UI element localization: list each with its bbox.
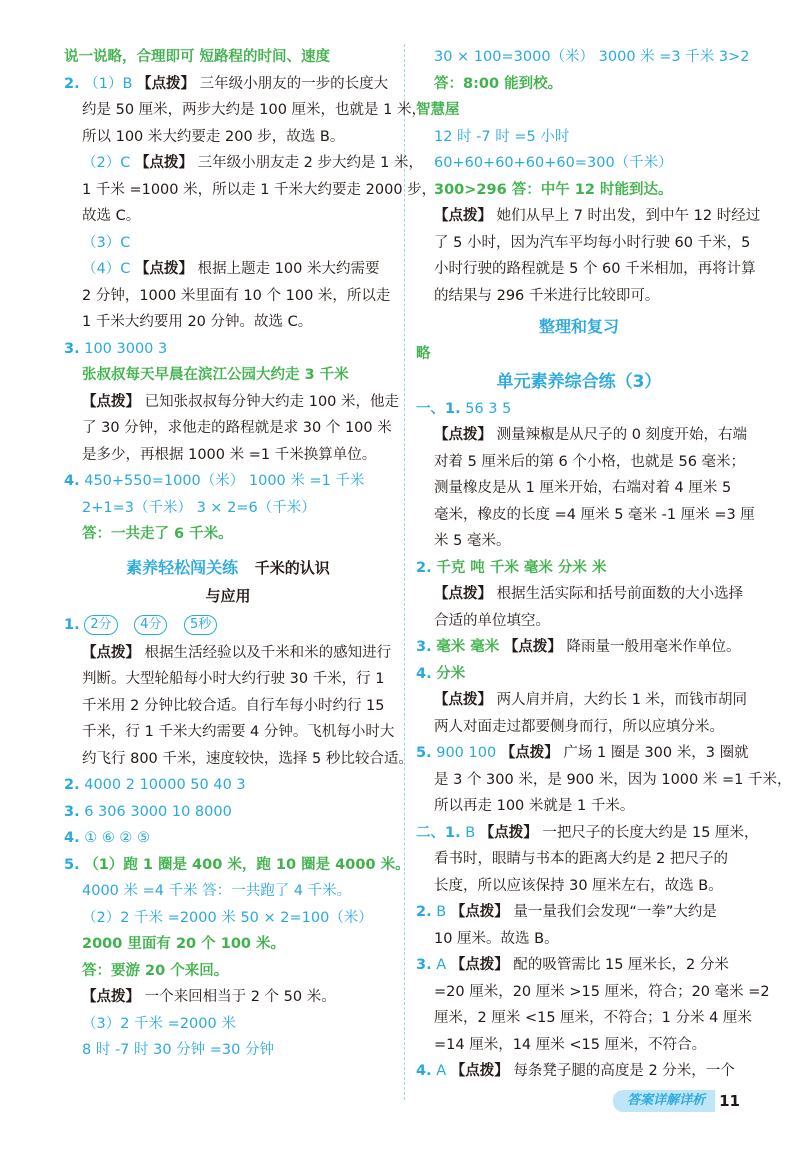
line-text: 300>296 答：中午 12 时能到达。 (434, 181, 673, 198)
line-text: 已知张叔叔每分钟大约走 100 米，他走 (144, 393, 400, 410)
answer-line (64, 336, 392, 363)
answer-line (416, 952, 742, 979)
line-text: 小时行驶的路程就是 5 个 60 千米相加，再将计算 (434, 261, 756, 277)
answer-line (64, 1037, 392, 1064)
answer-row-1-circles (64, 610, 392, 640)
line-text: 一把尺子的长度大约是 15 厘米， (542, 824, 759, 841)
question-number: 2. (416, 904, 432, 920)
line-text: 答：8:00 能到校。 (434, 75, 563, 92)
line-text: 三年级小朋友走 2 步大约是 1 米， (197, 155, 423, 171)
hint-tag: 【点拨】 (82, 393, 140, 410)
answer-line (416, 899, 742, 926)
answer-line (64, 468, 392, 495)
answer-line (64, 640, 392, 667)
question-number: 一、1. (416, 400, 461, 417)
line-text: 智慧屋 (416, 102, 460, 118)
hint-tag: 【点拨】 (434, 692, 492, 708)
circled-answer: 5秒 (184, 615, 217, 635)
answer-line (416, 422, 748, 449)
answer-value: A (436, 1063, 447, 1079)
line-text: 故选 C。 (82, 208, 141, 224)
footer-label: 答案详解详析 (613, 1090, 715, 1112)
hint-tag: 【点拨】 (82, 644, 140, 661)
answer-line (64, 495, 392, 522)
question-number: 4. (416, 1063, 432, 1079)
answer-line (416, 502, 755, 529)
section-subtitle: 与应用 (205, 586, 251, 605)
right-block-2 (416, 396, 792, 1085)
hint-tag: 【点拨】 (434, 427, 492, 443)
answer-line (416, 1032, 742, 1059)
hint-tag: 【点拨】 (450, 904, 509, 920)
right-column (416, 44, 792, 1085)
line-text: 1 千米 =1000 米，所以走 1 千米大约要走 2000 步， (82, 181, 437, 198)
answer-value: B (465, 824, 476, 841)
answer-line (416, 528, 742, 555)
answer-line (64, 693, 392, 720)
answer-line (64, 521, 392, 548)
section-title-topic: 千米的认识 (254, 558, 330, 577)
question-number: 3. (64, 803, 80, 820)
circled-answer: 2分 (84, 615, 117, 635)
answer-line (416, 177, 742, 204)
hint-tag: 【点拨】 (82, 989, 140, 1005)
answer-line (416, 687, 748, 714)
answer-line (64, 958, 392, 985)
right-block-1 (416, 44, 761, 309)
line-text: 10 厘米。故选 B。 (434, 930, 559, 947)
answer-line (64, 772, 392, 799)
review-omitted: 略 (416, 346, 431, 362)
answer-line (416, 449, 746, 476)
line-text: 根据生活实际和括号前面数的大小选择 (496, 586, 744, 602)
question-number: 2. (64, 75, 80, 92)
answer-value: ① ⑥ ② ⑤ (84, 830, 151, 846)
line-text: 2+1=3（千米） 3 × 2=6（千米） (82, 499, 316, 516)
answer-line (416, 979, 770, 1006)
line-text: 两人对面走过都要侧身而行，所以应填分米。 (434, 718, 724, 735)
question-number: 5. (416, 745, 432, 761)
line-text: 1 千米大约要用 20 分钟。故选 C。 (82, 314, 313, 330)
line-text: 对着 5 厘米后的第 6 个小格，也就是 56 毫米； (434, 453, 746, 470)
answer-value: （2）C (82, 155, 131, 171)
answer-line (64, 124, 392, 151)
answer-line (64, 283, 392, 310)
line-text: 4000 米 =4 千米 答：一共跑了 4 千米。 (82, 883, 352, 899)
answer-line (64, 362, 392, 389)
line-text: =14 厘米，14 厘米 <15 厘米，不符合。 (434, 1036, 707, 1053)
answer-line (416, 1058, 742, 1085)
question-number: 2. (64, 777, 80, 793)
answer-line (64, 150, 423, 177)
answer-line (416, 767, 792, 794)
answer-line (64, 442, 392, 469)
answer-value: 450+550=1000（米） 1000 米 =1 千米 (84, 473, 365, 489)
answer-line (64, 177, 437, 204)
answer-text: 分米 (436, 665, 466, 682)
line-text: 两人肩并肩，大约长 1 米，而钱市胡同 (496, 692, 748, 708)
hint-tag: 【点拨】 (450, 957, 509, 973)
answer-line (64, 931, 392, 958)
answer-line (416, 150, 742, 177)
answer-line (64, 230, 392, 257)
line-text: 30 × 100=3000（米） 3000 米 =3 千米 3>2 (434, 49, 750, 65)
answer-line (64, 1011, 392, 1038)
hint-tag: 【点拨】 (434, 208, 492, 224)
answer-line (416, 581, 742, 608)
line-text: 长度，所以应该保持 30 厘米左右，故选 B。 (434, 877, 723, 894)
question-number: 3. (64, 340, 80, 357)
answer-value: （1）B (84, 75, 133, 92)
line-text: 根据上题走 100 米大约需要 (197, 261, 380, 277)
line-text: 三年级小朋友的一步的长度大 (199, 75, 389, 92)
line-text: （3）2 千米 =2000 米 (82, 1015, 236, 1032)
line-text: 所以再走 100 米就是 1 千米。 (434, 798, 635, 814)
line-text: 的结果与 296 千米进行比较即可。 (434, 287, 660, 304)
hint-tag: 【点拨】 (503, 639, 562, 655)
answer-line (416, 820, 759, 847)
unit-practice-title: 单元素养综合练（3） (496, 371, 662, 392)
hint-tag: 【点拨】 (500, 745, 559, 761)
question-number: 4. (64, 830, 80, 846)
line-text: 是 3 个 300 米，是 900 米，因为 1000 米 =1 千米， (434, 771, 792, 788)
line-text: 她们从早上 7 时出发，到中午 12 时经过 (496, 208, 761, 224)
answer-value: 100 3000 3 (84, 340, 168, 357)
answer-text: 千克 吨 千米 毫米 分米 米 (436, 559, 607, 576)
answer-line (64, 44, 392, 71)
line-text: 2000 里面有 20 个 100 米。 (82, 936, 286, 952)
line-text: 米 5 毫米。 (434, 533, 511, 549)
line-text: 约是 50 厘米，两步大约是 100 厘米，也就是 1 米， (82, 102, 427, 118)
answer-line (416, 926, 742, 953)
answer-line (416, 396, 742, 423)
line-text: 60+60+60+60+60=300（千米） (434, 155, 673, 171)
answer-line (64, 984, 392, 1011)
answer-line (416, 555, 742, 582)
hint-tag: 【点拨】 (134, 261, 193, 277)
answer-line (416, 230, 751, 257)
line-text: 是多少，再根据 1000 米 =1 千米换算单位。 (82, 446, 377, 463)
hint-tag: 【点拨】 (137, 75, 196, 92)
answer-line (64, 97, 427, 124)
line-text: 了 5 小时，因为汽车平均每小时行驶 60 千米，5 (434, 234, 751, 251)
answer-line (416, 634, 742, 661)
answer-line (416, 1005, 752, 1032)
answer-line (64, 799, 392, 826)
line-text: 测量辣椒是从尺子的 0 刻度开始，右端 (496, 427, 748, 443)
section-title: 素养轻松闯关练 (126, 557, 239, 577)
answer-line (416, 44, 750, 71)
answer-line (64, 389, 400, 416)
line-text: 量一量我们会发现“一拳”大约是 (513, 904, 717, 920)
answer-line (416, 256, 756, 283)
line-text: 所以 100 米大约要走 200 步，故选 B。 (82, 128, 345, 145)
answer-line (416, 740, 749, 767)
answer-value: A (436, 957, 447, 973)
answer-value: B (436, 904, 447, 920)
answer-line (64, 71, 392, 98)
question-number: 1. (64, 616, 80, 633)
line-text: 降雨量一般用毫米作单位。 (566, 639, 741, 655)
left-block-1 (64, 44, 437, 548)
line-text: 一个来回相当于 2 个 50 米。 (144, 989, 336, 1005)
answer-line (64, 825, 392, 852)
question-number: 4. (64, 473, 80, 489)
answer-line (416, 846, 742, 873)
answer-line (416, 714, 742, 741)
line-text: 毫米，橡皮的长度 =4 厘米 5 毫米 -1 厘米 =3 厘 (434, 506, 755, 523)
answer-line (416, 608, 742, 635)
answer-line (64, 203, 392, 230)
question-number: 2. (416, 559, 432, 576)
footer-badge (613, 1090, 740, 1112)
line-text: 测量橡皮是从 1 厘米开始，右端对着 4 厘米 5 (434, 480, 732, 496)
question-number: 3. (416, 639, 432, 655)
line-text: 答：要游 20 个来回。 (82, 962, 229, 979)
line-text: 说一说略，合理即可 短路程的时间、速度 (64, 49, 331, 65)
hint-tag: 【点拨】 (479, 824, 538, 841)
answer-line (64, 415, 392, 442)
question-number: 二、1. (416, 824, 461, 841)
answer-line (416, 793, 742, 820)
line-text: 合适的单位填空。 (434, 612, 550, 629)
line-text: 千米用 2 分钟比较合适。自行车每小时约行 15 (82, 697, 385, 714)
answer-line (416, 203, 761, 230)
line-text: 12 时 -7 时 =5 小时 (434, 128, 570, 145)
answer-line (64, 878, 392, 905)
answer-line (64, 746, 413, 773)
circled-answer: 4分 (134, 615, 167, 635)
line-text: 千米，行 1 千米大约需要 4 分钟。飞机每小时大 (82, 724, 395, 740)
line-text: 了 30 分钟，求他走的路程就是求 30 个 100 米 (82, 420, 392, 436)
answer-line (416, 661, 742, 688)
line-text: 8 时 -7 时 30 分钟 =30 分钟 (82, 1042, 274, 1058)
answer-value: 56 3 5 (465, 400, 512, 417)
left-block-2 (64, 640, 413, 1064)
review-title: 整理和复习 (538, 317, 619, 336)
line-text: 判断。大型轮船每小时大约行驶 30 千米，行 1 (82, 671, 385, 687)
page-number: 11 (719, 1092, 740, 1110)
answer-line (64, 666, 392, 693)
answer-value: （3）C (82, 234, 131, 251)
answer-text: （1）跑 1 圈是 400 米，跑 10 圈是 4000 米。 (84, 856, 410, 873)
answer-line (416, 873, 742, 900)
line-text: =20 厘米，20 厘米 >15 厘米，符合；20 毫米 =2 (434, 983, 770, 1000)
answer-line (416, 97, 742, 124)
answer-line (416, 124, 742, 151)
answer-line (64, 852, 410, 879)
line-text: （2）2 千米 =2000 米 50 × 2=100（米） (82, 909, 373, 926)
line-text: 张叔叔每天早晨在滨江公园大约走 3 千米 (82, 367, 349, 383)
answer-line (64, 905, 392, 932)
answer-line (64, 309, 392, 336)
line-text: 根据生活经验以及千米和米的感知进行 (144, 644, 392, 661)
hint-tag: 【点拨】 (434, 586, 492, 602)
answer-value: 4000 2 10000 50 40 3 (84, 777, 246, 793)
question-number: 5. (64, 856, 80, 873)
section-title-row (64, 554, 392, 582)
hint-tag: 【点拨】 (450, 1063, 509, 1079)
question-number: 3. (416, 957, 432, 973)
hint-tag: 【点拨】 (134, 155, 193, 171)
line-text: 配的吸管需比 15 厘米长，2 分米 (513, 957, 729, 973)
answer-line (416, 71, 742, 98)
answer-value: 900 100 (436, 745, 497, 761)
line-text: 答：一共走了 6 千米。 (82, 526, 233, 542)
answer-line (64, 256, 392, 283)
answer-value: （4）C (82, 261, 131, 277)
line-text: 广场 1 圈是 300 米，3 圈就 (563, 745, 749, 761)
line-text: 每条凳子腿的高度是 2 分米，一个 (513, 1063, 735, 1079)
question-number: 4. (416, 665, 432, 682)
answer-line (416, 283, 742, 310)
line-text: 看书时，眼睛与书本的距离大约是 2 把尺子的 (434, 851, 728, 867)
line-text: 约飞行 800 千米，速度较快，选择 5 秒比较合适。 (82, 750, 413, 767)
left-column (64, 44, 437, 1064)
line-text: 2 分钟，1000 米里面有 10 个 100 米，所以走 (82, 287, 391, 304)
answer-text: 毫米 毫米 (436, 639, 500, 655)
line-text: 厘米，2 厘米 <15 厘米，不符合；1 分米 4 厘米 (434, 1010, 752, 1026)
answer-value: 6 306 3000 10 8000 (84, 803, 232, 820)
answer-line (64, 719, 395, 746)
answer-line (416, 475, 742, 502)
